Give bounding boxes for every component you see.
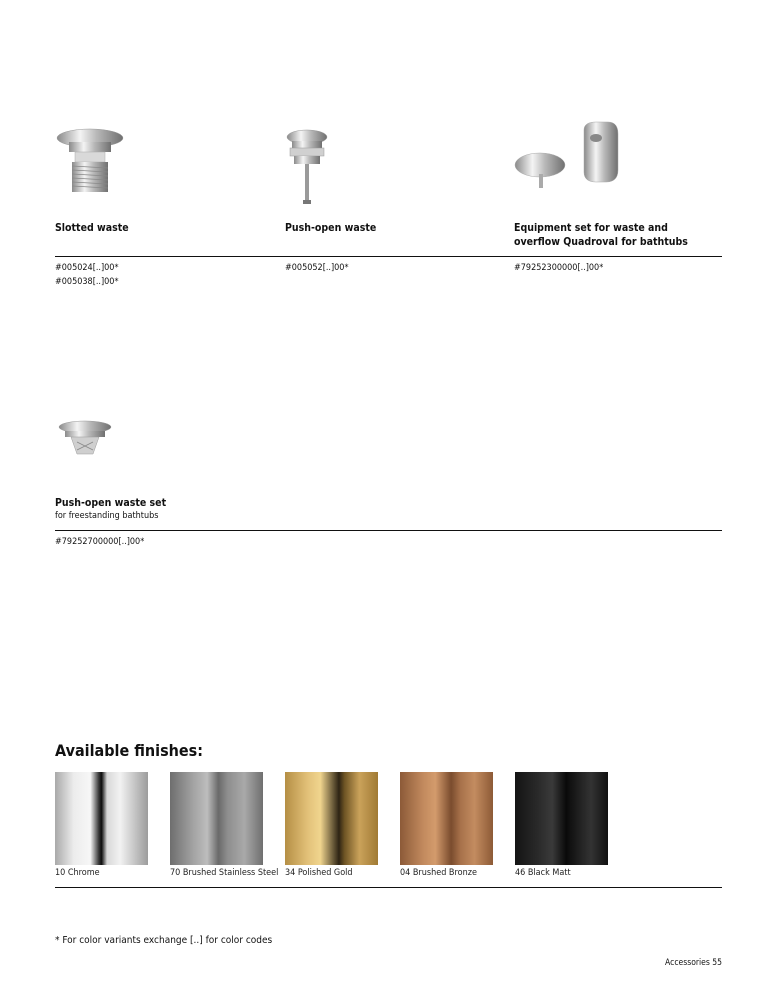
push-open-waste-set-image [55,420,115,462]
swatch-label: 34 Polished Gold [285,868,353,878]
footnote: * For color variants exchange [..] for color codes [55,935,273,946]
divider [55,530,722,531]
swatch-brushed-stainless-steel [170,772,263,865]
finishes-heading: Available finishes: [55,741,204,760]
swatch-black-matt [515,772,608,865]
page-number: Accessories 55 [665,958,722,968]
swatch-label: 10 Chrome [55,868,100,878]
swatch-brushed-bronze [400,772,493,865]
push-open-waste-image [282,128,332,208]
swatch-label: 70 Brushed Stainless Steel [170,868,279,878]
product-subtitle: for freestanding bathtubs [55,511,159,521]
swatch-label: 46 Black Matt [515,868,571,878]
product-title: Equipment set for waste and [514,222,668,234]
swatch-chrome [55,772,148,865]
slotted-waste-image [55,128,125,198]
article-code: #005052[..]00* [285,263,349,273]
article-code: #005024[..]00* [55,263,119,273]
divider [55,887,722,888]
product-title-line2: overflow Quadroval for bathtubs [514,236,688,248]
product-title: Slotted waste [55,222,129,234]
divider [55,256,722,257]
equipment-set-image [512,120,627,195]
swatch-polished-gold [285,772,378,865]
article-code: #79252300000[..]00* [514,263,604,273]
article-code: #79252700000[..]00* [55,537,145,547]
product-title: Push-open waste [285,222,377,234]
article-code: #005038[..]00* [55,277,119,287]
product-title: Push-open waste set [55,497,167,509]
swatch-label: 04 Brushed Bronze [400,868,477,878]
